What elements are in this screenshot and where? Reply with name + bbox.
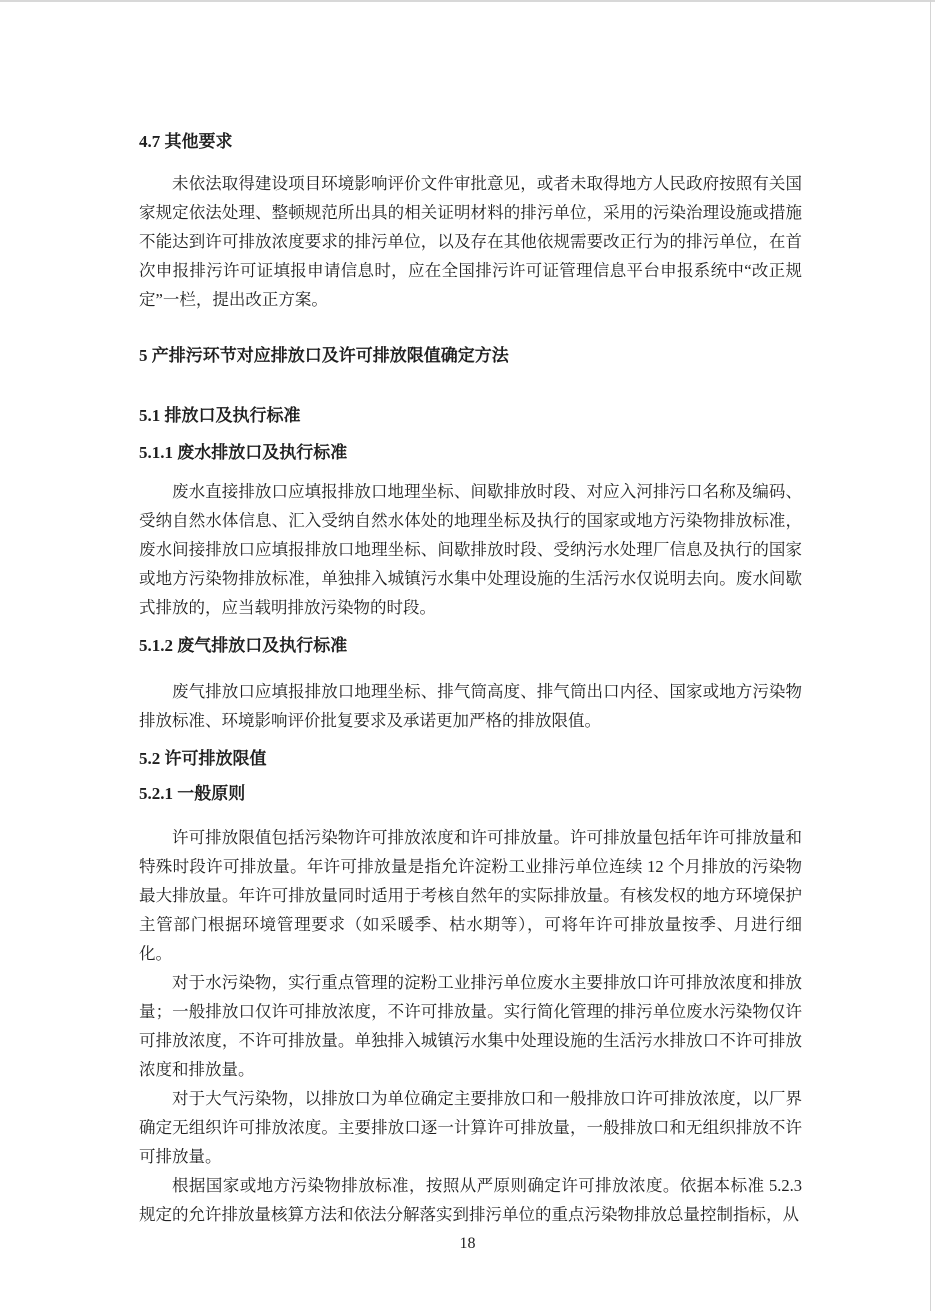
page-right-edge	[930, 0, 931, 1311]
document-content	[139, 127, 802, 1229]
paragraph-waste-gas-outlets: 废气排放口应填报排放口地理坐标、排气筒高度、排气筒出口内径、国家或地方污染物排放标准、环境影响评价批复要求及承诺更加严格的排放限值。	[139, 682, 802, 730]
paragraph-limit-definition: 许可排放限值包括污染物许可排放浓度和许可排放量。许可排放量包括年许可排放量和特殊时段许可排放量。年许可排放量是指允许淀粉工业排污单位连续 12 个月排放的污染物最大排放量。年许可排放量同时适用于考核自然年的实际排放量。有核发权的地方环境保护主管部门根据环境管理要求（如采暖季、枯水期等），可将年许可排放量按季、月进行细化。	[139, 828, 802, 963]
heading-5-1-outlets-standards: 5.1 排放口及执行标准	[139, 406, 301, 425]
page-top-edge	[0, 0, 935, 2]
page-number: 18	[459, 1235, 476, 1252]
paragraph-correction-plan: 未依法取得建设项目环境影响评价文件审批意见，或者未取得地方人民政府按照有关国家规定依法处理、整顿规范所出具的相关证明材料的排污单位，采用的污染治理设施或措施不能达到许可排放浓度要求的排污单位，以及存在其他依规需要改正行为的排污单位，在首次申报排污许可证填报申请信息时，应在全国排污许可证管理信息平台申报系统中“改正规定”一栏，提出改正方案。	[139, 174, 802, 309]
heading-5-1-1-wastewater: 5.1.1 废水排放口及执行标准	[139, 443, 348, 462]
heading-4-7-other-requirements: 4.7 其他要求	[139, 132, 233, 151]
paragraph-strictest-principle: 根据国家或地方污染物排放标准，按照从严原则确定许可排放浓度。依据本标准 5.2.3 规定的允许排放量核算方法和依法分解落实到排污单位的重点污染物排放总量控制指标，从	[139, 1176, 802, 1224]
paragraph-water-pollutants: 对于水污染物，实行重点管理的淀粉工业排污单位废水主要排放口许可排放浓度和排放量；一般排放口仅许可排放浓度，不许可排放量。实行简化管理的排污单位废水污染物仅许可排放浓度，不许可排放量。单独排入城镇污水集中处理设施的生活污水排放口不许可排放浓度和排放量。	[139, 973, 802, 1079]
heading-5-2-1-general-rules: 5.2.1 一般原则	[139, 784, 246, 803]
paragraph-wastewater-outlets: 废水直接排放口应填报排放口地理坐标、间歇排放时段、对应入河排污口名称及编码、受纳自然水体信息、汇入受纳自然水体处的地理坐标及执行的国家或地方污染物排放标准，废水间接排放口应填报排放口地理坐标、间歇排放时段、受纳污水处理厂信息及执行的国家或地方污染物排放标准，单独排入城镇污水集中处理设施的生活污水仅说明去向。废水间歇式排放的，应当载明排放污染物的时段。	[139, 482, 802, 617]
heading-5-1-2-waste-gas: 5.1.2 废气排放口及执行标准	[139, 636, 348, 655]
heading-5-2-permit-limits: 5.2 许可排放限值	[139, 749, 267, 768]
paragraph-air-pollutants: 对于大气污染物，以排放口为单位确定主要排放口和一般排放口许可排放浓度，以厂界确定无组织许可排放浓度。主要排放口逐一计算许可排放量，一般排放口和无组织排放不许可排放量。	[139, 1089, 802, 1166]
heading-5-chapter: 5 产排污环节对应排放口及许可排放限值确定方法	[139, 346, 509, 365]
